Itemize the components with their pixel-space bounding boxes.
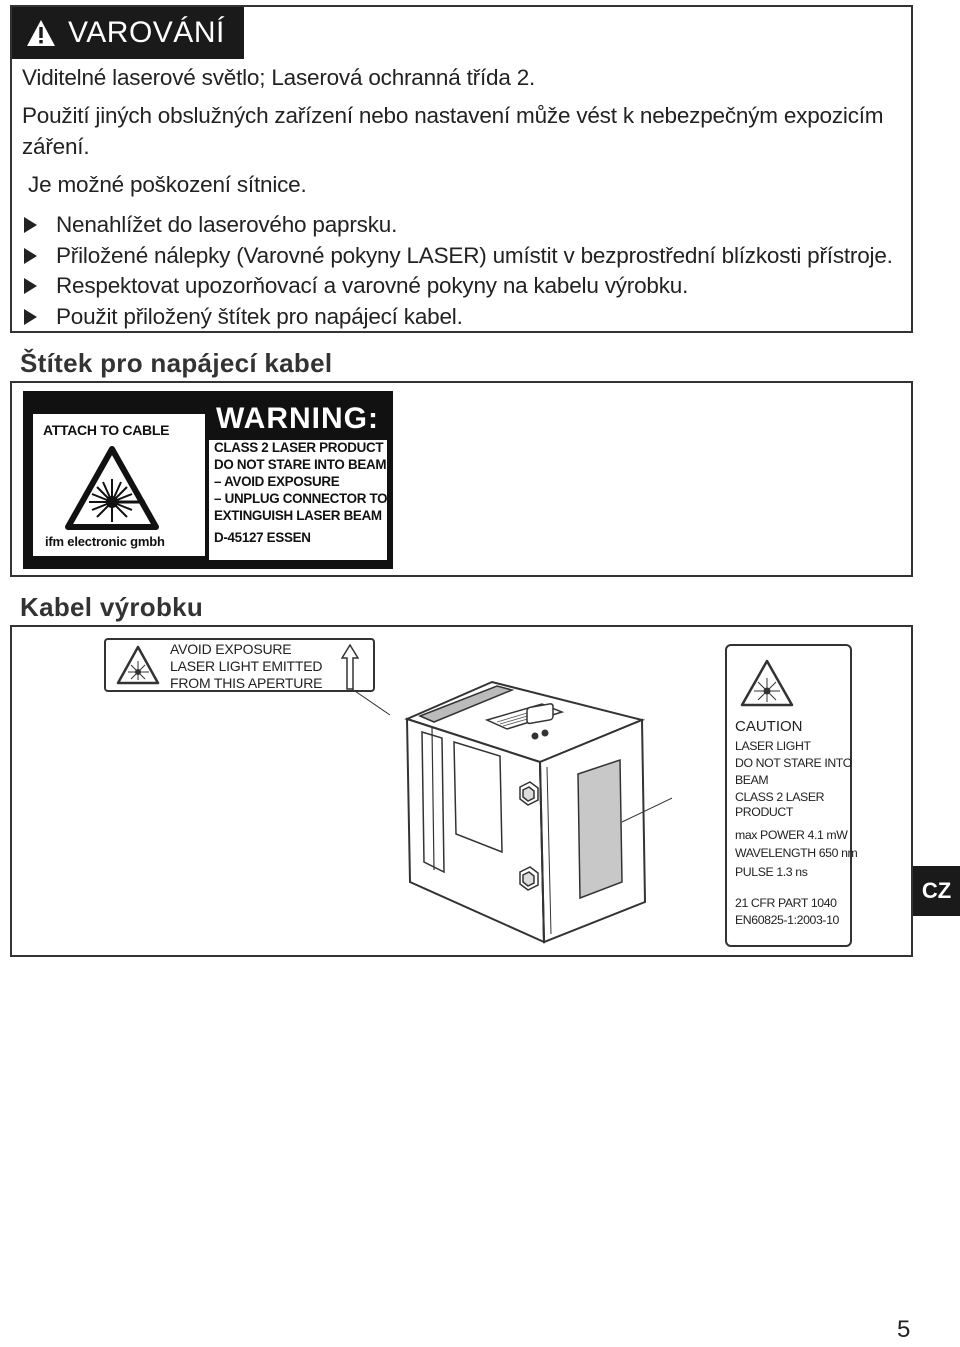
- caution-line: PRODUCT: [735, 805, 793, 819]
- caution-line: DO NOT STARE INTO: [735, 756, 852, 770]
- laser-hazard-icon: [116, 645, 160, 685]
- company-name: ifm electronic gmbh: [45, 534, 165, 549]
- language-tab: CZ: [913, 866, 960, 916]
- warning-bullet: [22, 210, 397, 240]
- caution-line: EN60825-1:2003-10: [735, 913, 839, 927]
- warning-bullet: [22, 302, 463, 332]
- warning-box: [10, 5, 913, 333]
- sticker-line: – AVOID EXPOSURE: [214, 474, 340, 489]
- section-title-product: Kabel výrobku: [20, 592, 204, 622]
- caution-line: BEAM: [735, 773, 769, 787]
- warning-line: Použití jiných obslužných zařízení nebo nastavení může vést k nebezpečným expozicím: [22, 103, 884, 128]
- sticker-address: D-45127 ESSEN: [214, 530, 311, 545]
- section-title-cable-label: Štítek pro napájecí kabel: [20, 348, 333, 378]
- caution-line: WAVELENGTH 650 nm: [735, 846, 858, 860]
- sticker-line: EXTINGUISH LASER BEAM: [214, 508, 382, 523]
- bullet-arrow-icon: [24, 309, 37, 325]
- caution-line: 21 CFR PART 1040: [735, 896, 837, 910]
- bullet-arrow-icon: [24, 248, 37, 264]
- cable-sticker: [23, 391, 393, 569]
- attach-text: ATTACH TO CABLE: [43, 422, 170, 438]
- warning-line: Je možné poškození sítnice.: [22, 172, 307, 197]
- bullet-arrow-icon: [24, 217, 37, 233]
- sticker-warning-heading: WARNING:: [216, 402, 379, 435]
- product-box: [10, 625, 913, 957]
- sticker-right-panel: [209, 440, 387, 560]
- aperture-line: FROM THIS APERTURE: [170, 675, 323, 691]
- warning-line: Viditelné laserové světlo; Laserová ochranná třída 2.: [22, 65, 536, 90]
- warning-bullet: [22, 241, 893, 271]
- caution-line: CLASS 2 LASER: [735, 790, 825, 804]
- warning-header: [12, 7, 244, 59]
- page-number: 5: [897, 1316, 911, 1343]
- bullet-text: Přiložené nálepky (Varovné pokyny LASER) umístit v bezprostřední blízkosti přístroje.: [56, 243, 893, 268]
- warning-bullet: [22, 271, 688, 301]
- leader-line: [352, 687, 392, 717]
- sensor-device-drawing: [402, 672, 672, 952]
- sticker-line: CLASS 2 LASER PRODUCT: [214, 440, 384, 455]
- aperture-line: AVOID EXPOSURE: [170, 641, 292, 657]
- caution-line: LASER LIGHT: [735, 739, 811, 753]
- bullet-text: Použit přiložený štítek pro napájecí kabel.: [56, 304, 463, 329]
- aperture-line: LASER LIGHT EMITTED: [170, 658, 323, 674]
- cable-label-box: [10, 381, 913, 577]
- laser-hazard-icon: [740, 659, 794, 707]
- laser-hazard-icon: [65, 446, 159, 530]
- caution-label: [725, 644, 858, 947]
- bullet-text: Nenahlížet do laserového paprsku.: [56, 212, 398, 237]
- caution-heading: CAUTION: [735, 718, 803, 735]
- arrow-up-icon: [341, 644, 359, 690]
- sticker-line: DO NOT STARE INTO BEAM: [214, 457, 387, 472]
- sticker-left-panel: [33, 414, 205, 556]
- bullet-text: Respektovat upozorňovací a varovné pokyny na kabelu výrobku.: [56, 273, 689, 298]
- warning-title: VAROVÁNÍ: [68, 16, 225, 49]
- warning-line: záření.: [22, 134, 90, 159]
- bullet-arrow-icon: [24, 278, 37, 294]
- caution-line: max POWER 4.1 mW: [735, 828, 848, 842]
- caution-line: PULSE 1.3 ns: [735, 865, 808, 879]
- aperture-label: [104, 638, 375, 692]
- warning-triangle-icon: [26, 19, 56, 47]
- sticker-line: – UNPLUG CONNECTOR TO: [214, 491, 388, 506]
